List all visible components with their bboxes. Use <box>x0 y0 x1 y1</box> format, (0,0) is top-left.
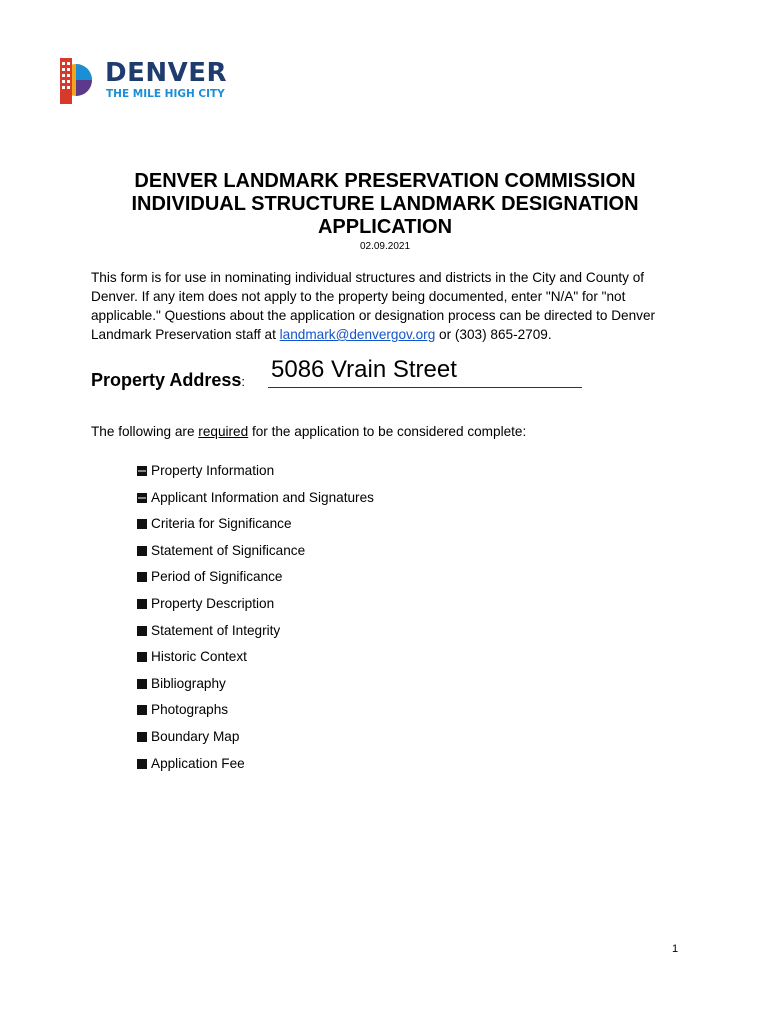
checkbox-icon[interactable] <box>137 466 147 476</box>
denver-logo <box>58 56 228 106</box>
page-number: 1 <box>672 943 679 955</box>
checklist-item[interactable]: Statement of Significance <box>137 543 374 570</box>
checklist-item[interactable]: Photographs <box>137 702 374 729</box>
title-line-1: DENVER LANDMARK PRESERVATION COMMISSION <box>134 170 636 192</box>
checklist-item[interactable]: Bibliography <box>137 676 374 703</box>
checkbox-icon[interactable] <box>137 572 147 582</box>
checkbox-icon[interactable] <box>137 493 147 503</box>
email-link[interactable]: landmark@denvergov.org <box>279 327 436 342</box>
checklist-item[interactable]: Period of Significance <box>137 569 374 596</box>
property-address-row <box>91 356 691 396</box>
intro-text: This form is for use in nominating individual structures and districts in the City and County of Denver. If any item does not apply to the property being documented, enter "N/A" for "not applicable." Questions about the application or designation process can be directed to Denver Landmark Preservation staff at <box>91 270 656 342</box>
title-line-3: APPLICATION <box>317 216 453 238</box>
document-title <box>0 170 770 239</box>
requirements-checklist <box>137 463 374 782</box>
logo-tagline: THE MILE HIGH CITY <box>106 88 225 100</box>
intro-paragraph <box>91 268 691 344</box>
property-address-field[interactable]: 5086 Vrain Street <box>271 356 457 383</box>
checkbox-icon[interactable] <box>137 652 147 662</box>
checklist-item[interactable]: Property Information <box>137 463 374 490</box>
checklist-item[interactable]: Statement of Integrity <box>137 623 374 650</box>
property-address-label: Property Address: <box>91 370 246 390</box>
checkbox-icon[interactable] <box>137 599 147 609</box>
checkbox-icon[interactable] <box>137 679 147 689</box>
revision-date: 02.09.2021 <box>359 241 411 252</box>
checklist-item[interactable]: Historic Context <box>137 649 374 676</box>
checklist-item[interactable]: Application Fee <box>137 756 374 783</box>
checkbox-icon[interactable] <box>137 626 147 636</box>
required-emphasis: required <box>198 424 249 439</box>
checkbox-icon[interactable] <box>137 519 147 529</box>
title-line-2: INDIVIDUAL STRUCTURE LANDMARK DESIGNATION <box>131 193 639 215</box>
denver-logo-mark-icon <box>58 56 98 106</box>
checkbox-icon[interactable] <box>137 705 147 715</box>
requirements-intro: The following are required for the application to be considered complete: <box>91 424 527 439</box>
property-address-underline <box>268 387 582 388</box>
checkbox-icon[interactable] <box>137 759 147 769</box>
intro-phone-text: or (303) 865-2709. <box>435 327 552 342</box>
checklist-item[interactable]: Applicant Information and Signatures <box>137 490 374 517</box>
checkbox-icon[interactable] <box>137 732 147 742</box>
checklist-item[interactable]: Criteria for Significance <box>137 516 374 543</box>
checklist-item[interactable]: Property Description <box>137 596 374 623</box>
logo-wordmark: DENVER <box>105 58 228 88</box>
checklist-item[interactable]: Boundary Map <box>137 729 374 756</box>
checkbox-icon[interactable] <box>137 546 147 556</box>
